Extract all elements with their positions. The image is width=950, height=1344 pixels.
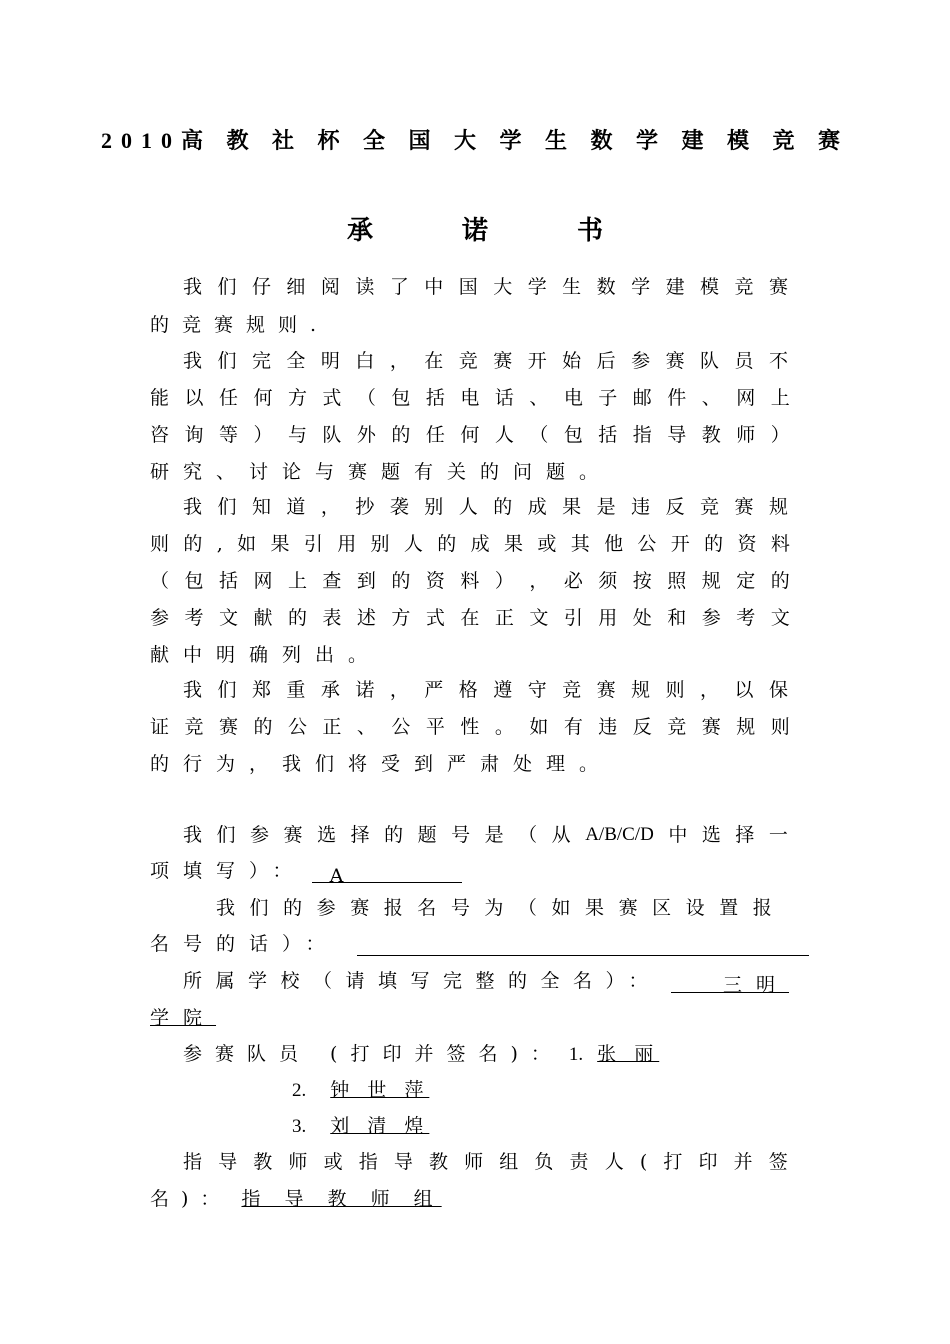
- text-glyph: 参: [250, 824, 270, 846]
- text-glyph: 了: [389, 276, 409, 298]
- text-glyph: 。: [494, 716, 514, 738]
- text-glyph: 置: [719, 897, 739, 919]
- paragraph-line: [150, 715, 790, 739]
- text-glyph: 诺: [355, 679, 375, 701]
- text-glyph: 国: [458, 276, 478, 298]
- text-glyph: ）: [770, 424, 790, 446]
- text-glyph: 成: [470, 533, 490, 555]
- text-glyph: 赛: [734, 496, 754, 518]
- text-glyph: 严: [424, 679, 444, 701]
- member-row: [292, 1114, 492, 1139]
- text-glyph: 定: [736, 570, 756, 592]
- text-glyph: 括: [598, 424, 618, 446]
- text-glyph: 上: [770, 387, 790, 409]
- text-glyph: 选: [317, 824, 337, 846]
- text-glyph: 询: [184, 424, 204, 446]
- text-glyph: 负: [534, 1151, 554, 1173]
- text-glyph: 参: [701, 607, 721, 629]
- text-glyph: （: [517, 897, 537, 919]
- paragraph-line: [150, 386, 790, 410]
- text-glyph: 规: [768, 496, 788, 518]
- text-glyph: 用: [337, 533, 357, 555]
- text-glyph: （: [518, 824, 538, 846]
- advisor-line: [183, 1150, 788, 1174]
- text-glyph: 明: [320, 350, 340, 372]
- text-glyph: 公: [637, 533, 657, 555]
- text-glyph: 打: [663, 1151, 683, 1173]
- text-glyph: 果: [270, 533, 290, 555]
- text-glyph: 与: [287, 424, 307, 446]
- text-glyph: 们: [217, 496, 237, 518]
- text-glyph: 赛: [596, 679, 616, 701]
- text-glyph: 其: [570, 533, 590, 555]
- text-glyph: 中: [668, 824, 688, 846]
- text-glyph: 咨: [150, 424, 170, 446]
- text-glyph: 则: [665, 679, 685, 701]
- text-glyph: 的: [770, 570, 790, 592]
- text-glyph: 一: [768, 824, 788, 846]
- text-glyph: 竞: [562, 679, 582, 701]
- text-glyph: 们: [217, 679, 237, 701]
- paragraph-line: 献中明确列出。: [150, 644, 382, 666]
- text-glyph: 是: [484, 824, 504, 846]
- text-glyph: 的: [437, 533, 457, 555]
- text-glyph: 承: [320, 679, 340, 701]
- text-glyph: 考: [184, 607, 204, 629]
- text-glyph: 他: [604, 533, 624, 555]
- text-glyph: 指: [183, 1151, 203, 1173]
- text-glyph: 照: [667, 570, 687, 592]
- registration-field: [150, 932, 810, 956]
- text-glyph: 别: [424, 496, 444, 518]
- registration-line: [216, 896, 772, 920]
- text-glyph: 式: [322, 387, 342, 409]
- problem-choice-line: [183, 823, 788, 847]
- text-glyph: 为: [484, 897, 504, 919]
- text-glyph: 文: [529, 607, 549, 629]
- text-glyph: 别: [370, 533, 390, 555]
- school-label: 所属学校（请填写完整的全名）：: [183, 970, 662, 992]
- school-value[interactable]: 三明: [671, 973, 789, 993]
- member-name[interactable]: 刘 清 煌: [330, 1115, 430, 1137]
- school-value-cont[interactable]: 学院: [150, 1007, 217, 1029]
- school-field: [183, 969, 803, 996]
- text-glyph: 人: [604, 1151, 624, 1173]
- problem-choice-field: [150, 859, 790, 887]
- text-glyph: 、: [529, 387, 549, 409]
- text-glyph: 人: [403, 533, 423, 555]
- text-glyph: 邮: [632, 387, 652, 409]
- text-glyph: 赛: [283, 824, 303, 846]
- text-glyph: 并: [733, 1151, 753, 1173]
- text-glyph: 查: [322, 570, 342, 592]
- text-glyph: 在: [460, 607, 480, 629]
- text-glyph: ，: [320, 496, 340, 518]
- text-glyph: 保: [768, 679, 788, 701]
- text-glyph: ，: [529, 570, 549, 592]
- text-glyph: 献: [253, 607, 273, 629]
- text-glyph: 竞: [667, 716, 687, 738]
- text-glyph: 中: [424, 276, 444, 298]
- text-glyph: 号: [451, 824, 471, 846]
- text-glyph: 引: [563, 607, 583, 629]
- text-glyph: 反: [632, 716, 652, 738]
- text-glyph: 平: [425, 716, 445, 738]
- text-glyph: 正: [494, 607, 514, 629]
- text-glyph: 赛: [701, 716, 721, 738]
- text-glyph: 数: [596, 276, 616, 298]
- text-glyph: 资: [425, 570, 445, 592]
- text-glyph: 参: [316, 897, 336, 919]
- text-glyph: ，: [700, 679, 720, 701]
- text-glyph: 考: [736, 607, 756, 629]
- text-glyph: 任: [218, 387, 238, 409]
- text-glyph: 我: [183, 824, 203, 846]
- text-glyph: 和: [667, 607, 687, 629]
- text-glyph: 员: [734, 350, 754, 372]
- text-glyph: 性: [460, 716, 480, 738]
- text-glyph: 成: [527, 496, 547, 518]
- text-glyph: 文: [770, 607, 790, 629]
- text-glyph: 阅: [320, 276, 340, 298]
- text-glyph: 证: [150, 716, 170, 738]
- text-glyph: 师: [288, 1151, 308, 1173]
- text-glyph: 我: [183, 679, 203, 701]
- members-field: [183, 1042, 703, 1067]
- text-glyph: 的: [283, 897, 303, 919]
- registration-label: 名号的话）：: [150, 933, 339, 955]
- text-glyph: 反: [665, 496, 685, 518]
- member-number: 2.: [292, 1080, 307, 1101]
- text-glyph: （: [356, 387, 376, 409]
- text-glyph: 组: [499, 1151, 519, 1173]
- text-glyph: 报: [383, 897, 403, 919]
- text-glyph: 的: [253, 716, 273, 738]
- text-glyph: 用: [598, 607, 618, 629]
- text-glyph: 郑: [251, 679, 271, 701]
- text-glyph: （: [150, 570, 170, 592]
- text-glyph: 果: [585, 897, 605, 919]
- text-glyph: 们: [217, 350, 237, 372]
- text-glyph: 守: [527, 679, 547, 701]
- text-glyph: 导: [218, 1151, 238, 1173]
- text-glyph: ，: [389, 679, 409, 701]
- text-glyph: 赛: [218, 716, 238, 738]
- text-glyph: 队: [700, 350, 720, 372]
- school-field-cont: [150, 1006, 790, 1030]
- member-name[interactable]: 钟 世 萍: [330, 1079, 430, 1101]
- text-glyph: 学: [631, 276, 651, 298]
- text-glyph: 规: [736, 716, 756, 738]
- text-glyph: 全: [286, 350, 306, 372]
- text-glyph: 文: [218, 607, 238, 629]
- text-glyph: 包: [563, 424, 583, 446]
- text-glyph: 引: [303, 533, 323, 555]
- text-glyph: 责: [569, 1151, 589, 1173]
- text-glyph: 完: [251, 350, 271, 372]
- text-glyph: ）: [253, 424, 273, 446]
- text-glyph: 方: [391, 607, 411, 629]
- text-glyph: 后: [596, 350, 616, 372]
- text-glyph: 任: [425, 424, 445, 446]
- text-glyph: 们: [217, 276, 237, 298]
- text-glyph: 仔: [251, 276, 271, 298]
- text-glyph: 须: [598, 570, 618, 592]
- text-glyph: 印: [698, 1151, 718, 1173]
- text-glyph: 的: [493, 496, 513, 518]
- text-glyph: 导: [667, 424, 687, 446]
- text-glyph: 子: [598, 387, 618, 409]
- text-glyph: 规: [701, 570, 721, 592]
- text-glyph: 们: [249, 897, 269, 919]
- text-glyph: ）: [494, 570, 514, 592]
- text-glyph: 设: [685, 897, 705, 919]
- text-glyph: 人: [458, 496, 478, 518]
- text-glyph: 、: [701, 387, 721, 409]
- text-glyph: 格: [458, 679, 478, 701]
- text-glyph: 则: [770, 716, 790, 738]
- text-glyph: 话: [494, 387, 514, 409]
- text-glyph: 必: [563, 570, 583, 592]
- text-glyph: 括: [425, 387, 445, 409]
- text-glyph: 择: [350, 824, 370, 846]
- problem-choice-value[interactable]: A: [312, 864, 462, 883]
- text-glyph: 细: [286, 276, 306, 298]
- text-glyph: 料: [460, 570, 480, 592]
- text-glyph: 的: [704, 533, 724, 555]
- problem-choice-label: 项填写）：: [150, 860, 306, 882]
- text-glyph: 题: [417, 824, 437, 846]
- paragraph-line: 研究、讨论与赛题有关的问题。: [150, 461, 613, 483]
- paragraph-line: [150, 532, 790, 556]
- text-glyph: 道: [286, 496, 306, 518]
- text-glyph: 参: [631, 350, 651, 372]
- text-glyph: 电: [563, 387, 583, 409]
- text-glyph: 公: [391, 716, 411, 738]
- text-glyph: 则: [150, 533, 170, 555]
- paragraph-line: 的行为，我们将受到严肃处理。: [150, 753, 613, 775]
- advisor-field: [150, 1187, 790, 1211]
- text-glyph: 始: [562, 350, 582, 372]
- text-glyph: ,: [216, 533, 223, 555]
- member-name[interactable]: 张 丽: [597, 1043, 660, 1065]
- text-glyph: 赛: [768, 276, 788, 298]
- paragraph-line: [150, 569, 790, 593]
- text-glyph: 方: [287, 387, 307, 409]
- text-glyph: 学: [527, 276, 547, 298]
- text-glyph: 括: [218, 570, 238, 592]
- text-glyph: 导: [393, 1151, 413, 1173]
- text-glyph: 赛: [665, 350, 685, 372]
- text-glyph: 教: [428, 1151, 448, 1173]
- text-glyph: 违: [631, 496, 651, 518]
- text-glyph: 我: [183, 276, 203, 298]
- member-row: [292, 1078, 492, 1103]
- text-glyph: 按: [632, 570, 652, 592]
- text-glyph: 竞: [184, 716, 204, 738]
- page-title: 承 诺 书: [346, 216, 644, 246]
- text-glyph: 违: [598, 716, 618, 738]
- text-glyph: 择: [735, 824, 755, 846]
- text-glyph: 等: [218, 424, 238, 446]
- text-glyph: 电: [460, 387, 480, 409]
- text-glyph: 不: [768, 350, 788, 372]
- paragraph-line: [150, 606, 790, 630]
- paragraph-line: [183, 275, 788, 299]
- registration-value[interactable]: [357, 936, 809, 956]
- text-glyph: 是: [596, 496, 616, 518]
- members-label: 参赛队员 (打印并签名)：: [183, 1043, 563, 1065]
- text-glyph: 包: [391, 387, 411, 409]
- text-glyph: 知: [251, 496, 271, 518]
- text-glyph: 教: [701, 424, 721, 446]
- text-glyph: 选: [701, 824, 721, 846]
- paragraph-line: [183, 495, 788, 519]
- text-glyph: 签: [768, 1151, 788, 1173]
- text-glyph: 果: [562, 496, 582, 518]
- text-glyph: 指: [632, 424, 652, 446]
- text-glyph: 读: [355, 276, 375, 298]
- text-glyph: 的: [384, 824, 404, 846]
- text-glyph: 教: [253, 1151, 273, 1173]
- text-glyph: 白: [355, 350, 375, 372]
- text-glyph: 正: [322, 716, 342, 738]
- paragraph-line: [183, 678, 788, 702]
- text-glyph: 、: [356, 716, 376, 738]
- text-glyph: 果: [503, 533, 523, 555]
- member-number: 3.: [292, 1116, 307, 1137]
- text-glyph: 建: [665, 276, 685, 298]
- text-glyph: （: [529, 424, 549, 446]
- text-glyph: 袭: [389, 496, 409, 518]
- text-glyph: 开: [527, 350, 547, 372]
- text-glyph: 开: [670, 533, 690, 555]
- text-glyph: 的: [391, 424, 411, 446]
- paragraph-line: [150, 423, 790, 447]
- text-glyph: 何: [253, 387, 273, 409]
- text-glyph: 们: [216, 824, 236, 846]
- text-glyph: 赛: [350, 897, 370, 919]
- text-glyph: 参: [150, 607, 170, 629]
- text-glyph: 在: [424, 350, 444, 372]
- text-glyph: 网: [736, 387, 756, 409]
- advisor-value[interactable]: 指 导 教 师 组: [241, 1188, 442, 1210]
- text-glyph: 处: [632, 607, 652, 629]
- text-glyph: 述: [356, 607, 376, 629]
- text-glyph: 赛: [618, 897, 638, 919]
- text-glyph: 我: [183, 350, 203, 372]
- text-glyph: 竞: [700, 496, 720, 518]
- text-glyph: 上: [287, 570, 307, 592]
- text-glyph: 或: [537, 533, 557, 555]
- text-glyph: 抄: [355, 496, 375, 518]
- member-number: 1.: [568, 1044, 584, 1065]
- text-glyph: 以: [734, 679, 754, 701]
- text-glyph: 式: [425, 607, 445, 629]
- text-glyph: 重: [286, 679, 306, 701]
- text-glyph: 包: [184, 570, 204, 592]
- text-glyph: 从: [551, 824, 571, 846]
- text-glyph: 料: [770, 533, 790, 555]
- text-glyph: 我: [216, 897, 236, 919]
- text-glyph: 竞: [458, 350, 478, 372]
- text-glyph: 规: [631, 679, 651, 701]
- text-glyph: 的: [391, 570, 411, 592]
- text-glyph: 人: [494, 424, 514, 446]
- text-glyph: 有: [563, 716, 583, 738]
- text-glyph: 表: [322, 607, 342, 629]
- text-glyph: 到: [356, 570, 376, 592]
- text-glyph: A/B/C/D: [585, 824, 654, 845]
- text-glyph: 资: [737, 533, 757, 555]
- advisor-label: 名)：: [150, 1188, 232, 1210]
- text-glyph: 如: [551, 897, 571, 919]
- text-glyph: 件: [667, 387, 687, 409]
- text-glyph: ，: [389, 350, 409, 372]
- text-glyph: 如: [529, 716, 549, 738]
- text-glyph: 赛: [493, 350, 513, 372]
- text-glyph: 的: [183, 533, 203, 555]
- paragraph-line: 的竞赛规则.: [150, 314, 330, 336]
- text-glyph: 名: [417, 897, 437, 919]
- text-glyph: 网: [253, 570, 273, 592]
- text-glyph: (: [639, 1151, 648, 1173]
- text-glyph: 师: [464, 1151, 484, 1173]
- text-glyph: 能: [150, 387, 170, 409]
- text-glyph: 生: [562, 276, 582, 298]
- text-glyph: 如: [237, 533, 257, 555]
- text-glyph: 竞: [734, 276, 754, 298]
- text-glyph: 外: [356, 424, 376, 446]
- text-glyph: 报: [752, 897, 772, 919]
- text-glyph: 以: [184, 387, 204, 409]
- text-glyph: 区: [652, 897, 672, 919]
- text-glyph: 公: [287, 716, 307, 738]
- contest-title: 2010高 教 社 杯 全 国 大 学 生 数 学 建 模 竞 赛: [100, 128, 849, 153]
- text-glyph: 遵: [493, 679, 513, 701]
- text-glyph: 或: [323, 1151, 343, 1173]
- text-glyph: 何: [460, 424, 480, 446]
- text-glyph: 号: [450, 897, 470, 919]
- text-glyph: 模: [700, 276, 720, 298]
- text-glyph: 的: [287, 607, 307, 629]
- text-glyph: 师: [736, 424, 756, 446]
- text-glyph: 我: [183, 496, 203, 518]
- text-glyph: 大: [493, 276, 513, 298]
- paragraph-line: [183, 349, 788, 373]
- text-glyph: 指: [358, 1151, 378, 1173]
- text-glyph: 队: [322, 424, 342, 446]
